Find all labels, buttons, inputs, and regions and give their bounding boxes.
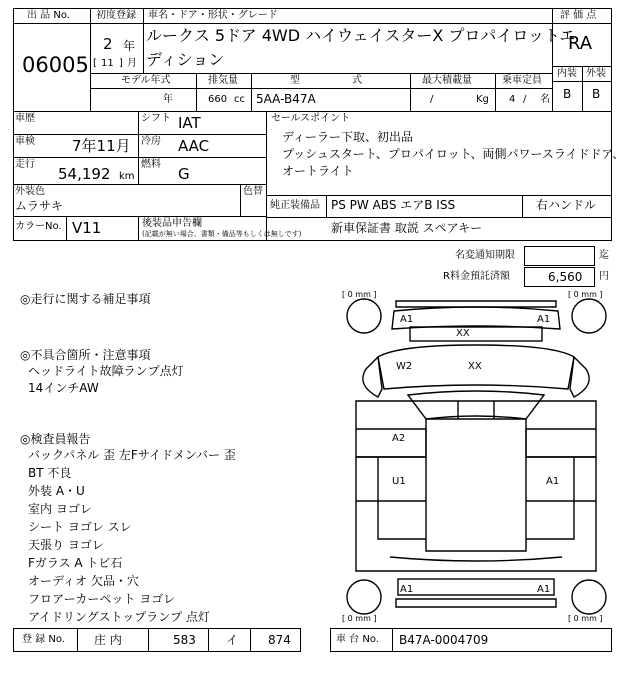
fuel: G (178, 165, 190, 183)
car-name-line2: ディション (146, 50, 225, 69)
damage-code: W2 (396, 361, 413, 372)
sales-point-line: ディーラー下取、初出品 (282, 130, 414, 144)
damage-code: XX (468, 361, 482, 372)
inspector-item: 室内 ヨゴレ (28, 502, 92, 516)
meikan-unit: 迄 (599, 250, 609, 261)
displacement: 660 (208, 94, 228, 105)
first-reg-year-unit: 年 (123, 39, 136, 53)
type-label: 型 (290, 75, 300, 86)
bracket-close: ] (119, 58, 123, 69)
reg-label: 登 録 No. (22, 634, 65, 645)
exterior-grade: B (592, 87, 601, 101)
reg-num1: 583 (173, 633, 196, 647)
driving-label: ◎走行に関する補足事項 (20, 292, 151, 306)
fuel-label: 燃料 (141, 159, 161, 170)
defect-item: ヘッドライト故障ランプ点灯 (28, 364, 184, 378)
damage-code: A1 (400, 584, 414, 595)
inspection-label: 車検 (15, 136, 35, 147)
recycle-label: R料金預託済額 (443, 271, 510, 282)
load-unit: Kg (476, 94, 489, 105)
capacity-sep: / (523, 94, 527, 105)
inspection: 7年11月 (72, 137, 131, 155)
inspector-item: アイドリングストップランプ 点灯 (28, 610, 211, 624)
postpart-note: (記載が無い場合、書類・備品等もしくは無しです) (142, 230, 302, 238)
displacement-label: 排気量 (208, 75, 238, 86)
damage-code: U1 (392, 476, 406, 487)
inspector-item: シート ヨゴレ スレ (28, 520, 132, 534)
damage-code: XX (456, 328, 470, 339)
mileage-label: 走行 (15, 159, 35, 170)
load-value: / (430, 94, 434, 105)
model-year-label: モデル年式 (121, 75, 171, 86)
car-name-label: 車名・ドア・形状・グレード (148, 10, 278, 21)
interior-grade: B (563, 87, 572, 101)
color2-label: 色替 (243, 186, 263, 197)
first-reg-year: 2 (103, 35, 113, 53)
damage-code: A1 (546, 476, 560, 487)
equipment-value: PS PW ABS エアB ISS (331, 198, 456, 212)
color-no-label: カラーNo. (15, 221, 62, 232)
damage-code: A1 (400, 314, 414, 325)
tire-mark: [ 0 mm ] (568, 290, 603, 299)
color: ムラサキ (15, 199, 64, 213)
recycle-unit: 円 (599, 271, 609, 282)
inspector-item: フロアーカーペット ヨゴレ (28, 592, 176, 606)
lot-no-label: 出 品 No. (27, 10, 70, 21)
sales-point-line: プッシュスタート、プロパイロット、両側パワースライドドア、 (282, 147, 625, 161)
tire-rear-left (347, 580, 381, 614)
defect-item: 14インチAW (28, 381, 99, 395)
capacity-label: 乗車定員 (502, 75, 542, 86)
first-reg-month-unit: 月 (127, 58, 137, 69)
damage-code: A1 (537, 314, 551, 325)
damage-diagram (338, 289, 614, 627)
history-label: 車歴 (15, 113, 35, 124)
color-no: V11 (72, 219, 102, 237)
defects-label: ◎不具合箇所・注意事項 (20, 348, 151, 362)
first-reg-month: 11 (101, 58, 114, 69)
load-label: 最大積載量 (422, 75, 472, 86)
meikan-label: 名変通知期限 (455, 250, 515, 261)
meikan-field (524, 246, 595, 266)
damage-code: A1 (537, 584, 551, 595)
sales-points-label: セールスポイント (271, 113, 351, 124)
recycle-value: 6,560 (548, 270, 583, 284)
sales-point-line: オートライト (282, 164, 354, 178)
inspector-item: 天張り ヨゴレ (28, 538, 104, 552)
capacity-value: 4 (509, 94, 516, 105)
mileage: 54,192 (58, 165, 111, 183)
tire-mark: [ 0 mm ] (342, 290, 377, 299)
grade: RA (568, 33, 593, 54)
damage-diagram-svg (338, 289, 614, 627)
capacity-unit: 名 (540, 94, 550, 105)
equipment-label: 純正装備品 (270, 200, 320, 211)
inspector-item: オーディオ 欠品・穴 (28, 574, 139, 588)
ac: AAC (178, 137, 210, 155)
shift: IAT (178, 114, 201, 132)
ac-label: 冷房 (141, 136, 161, 147)
bracket-open: [ (93, 58, 97, 69)
first-reg-label: 初度登録 (96, 10, 136, 21)
tire-front-left (347, 299, 381, 333)
handle: 右ハンドル (536, 198, 597, 212)
exterior-label: 外装 (586, 68, 606, 79)
equipment-extras: 新車保証書 取説 スペアキー (331, 221, 483, 235)
reg-kana: イ (226, 633, 239, 647)
car-name-line1: ルークス 5ドア 4WD ハイウェイスターX プロパイロットエ (146, 26, 576, 45)
tire-mark: [ 0 mm ] (342, 614, 377, 623)
lot-no: 06005 (22, 53, 89, 77)
inspector-item: Fガラス A トビ石 (28, 556, 123, 570)
tire-rear-right (572, 580, 606, 614)
inspector-item: 外装 A・U (28, 484, 85, 498)
reg-num2: 874 (268, 633, 291, 647)
chassis-label: 車 台 No. (336, 634, 379, 645)
tire-front-right (572, 299, 606, 333)
mileage-unit: km (119, 171, 135, 182)
damage-code: A2 (392, 433, 406, 444)
tire-mark: [ 0 mm ] (568, 614, 603, 623)
color-label: 外装色 (15, 186, 45, 197)
inspector-label: ◎検査員報告 (20, 432, 91, 446)
displacement-unit: cc (234, 94, 245, 105)
type-label-2: 式 (352, 75, 362, 86)
shift-label: シフト (141, 113, 171, 124)
inspector-item: バックパネル 歪 左Fサイドメンバー 歪 (28, 448, 236, 462)
interior-label: 内装 (557, 68, 577, 79)
chassis: B47A-0004709 (399, 633, 489, 647)
reg-place: 庄 内 (94, 633, 122, 647)
postpart-label: 後装品申告欄 (142, 218, 202, 229)
type-value: 5AA-B47A (256, 92, 316, 106)
model-year-unit: 年 (163, 94, 173, 105)
inspector-item: BT 不良 (28, 466, 72, 480)
grade-label: 評 価 点 (560, 10, 597, 21)
